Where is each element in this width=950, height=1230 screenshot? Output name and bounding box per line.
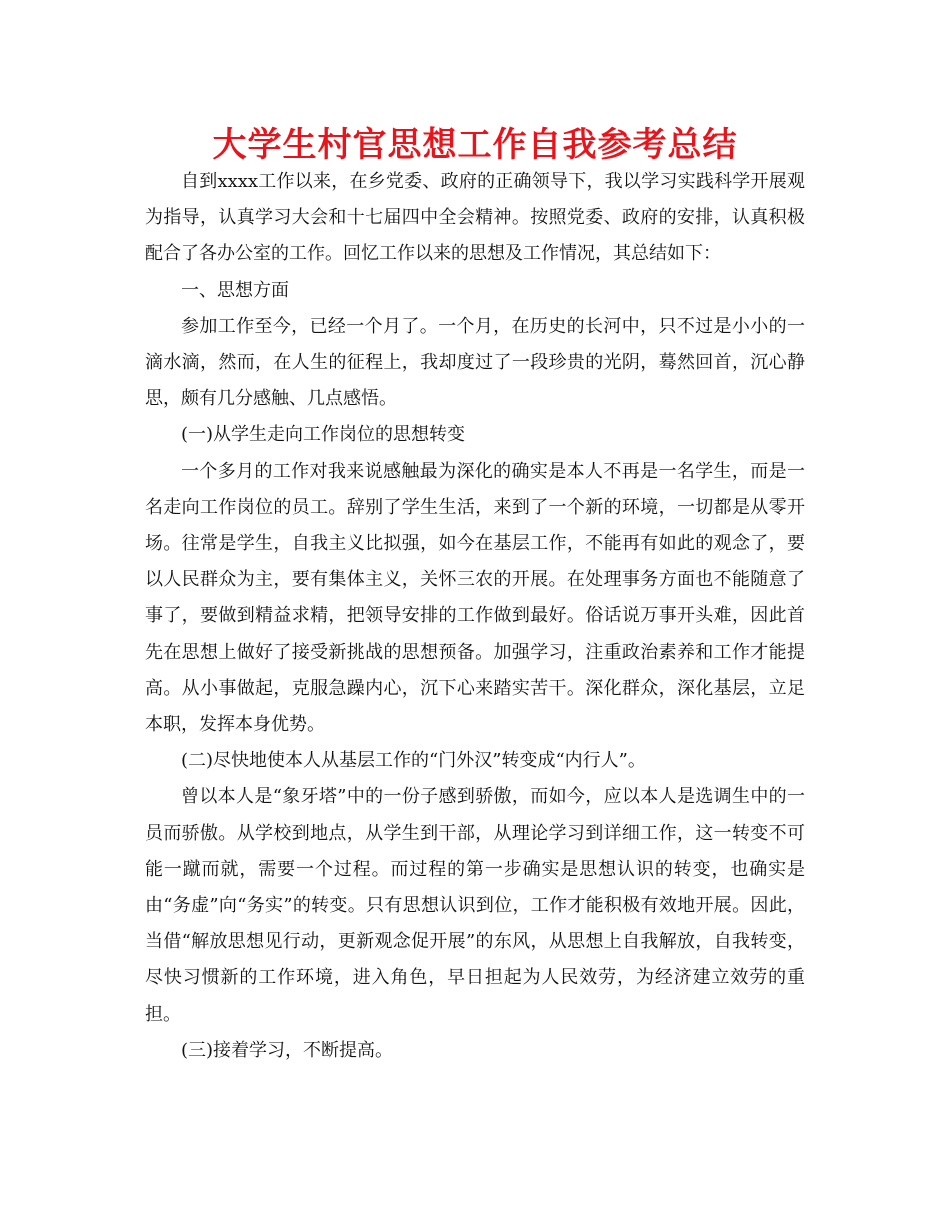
subheading-three: (三)接着学习，不断提高。: [181, 1039, 394, 1061]
subheading-one: (一)从学生走向工作岗位的思想转变: [181, 424, 466, 446]
paragraph-intro: 自到xxxx工作以来，在乡党委、政府的正确领导下，我以学习实践科学开展观为指导，认真学习大会和十七届四中全会精神。按照党委、政府的安排，认真积极配合了各办公室的工作。回忆工作以来的思想及工作情况，其总结如下：: [145, 171, 805, 265]
paragraph-transition: 一个多月的工作对我来说感触最为深化的确实是本人不再是一名学生，而是一名走向工作岗位的员工。辞别了学生生活，来到了一个新的环境，一切都是从零开场。往常是学生，自我主义比拟强，如今在基层工作，不能再有如此的观念了，要以人民群众为主，要有集体主义，关怀三农的开展。在处理事务方面也不能随意了事了，要做到精益求精，把领导安排的工作做到最好。俗话说万事开头难，因此首先在思想上做好了接受新挑战的思想预备。加强学习，注重政治素养和工作才能提高。从小事做起，克服急躁内心，沉下心来踏实苦干。深化群众，深化基层，立足本职，发挥本身优势。: [145, 460, 805, 736]
paragraph-role-change: 曾以本人是“象牙塔”中的一份子感到骄傲，而如今，应以本人是选调生中的一员而骄傲。从学校到地点，从学生到干部，从理论学习到详细工作，这一转变不可能一蹴而就，需要一个过程。而过程的第一步确实是思想认识的转变，也确实是由“务虚”向“务实”的转变。只有思想认识到位，工作才能积极有效地开展。因此，当借“解放思想见行动，更新观念促开展”的东风，从思想上自我解放，自我转变，尽快习惯新的工作环境，进入角色，早日担起为人民效劳，为经济建立效劳的重担。: [145, 786, 805, 1025]
document-title: 大学生村官思想工作自我参考总结: [212, 125, 738, 165]
subheading-two: (二)尽快地使本人从基层工作的“门外汉”转变成“内行人”。: [181, 750, 646, 772]
paragraph-reflection: 参加工作至今，已经一个月了。一个月，在历史的长河中，只不过是小小的一滴水滴，然而，在人生的征程上，我却度过了一段珍贵的光阴，蓦然回首，沉心静思，颇有几分感触、几点感悟。: [145, 315, 805, 410]
document-body: [145, 164, 805, 1069]
section-heading-thought: 一、思想方面: [181, 279, 289, 301]
